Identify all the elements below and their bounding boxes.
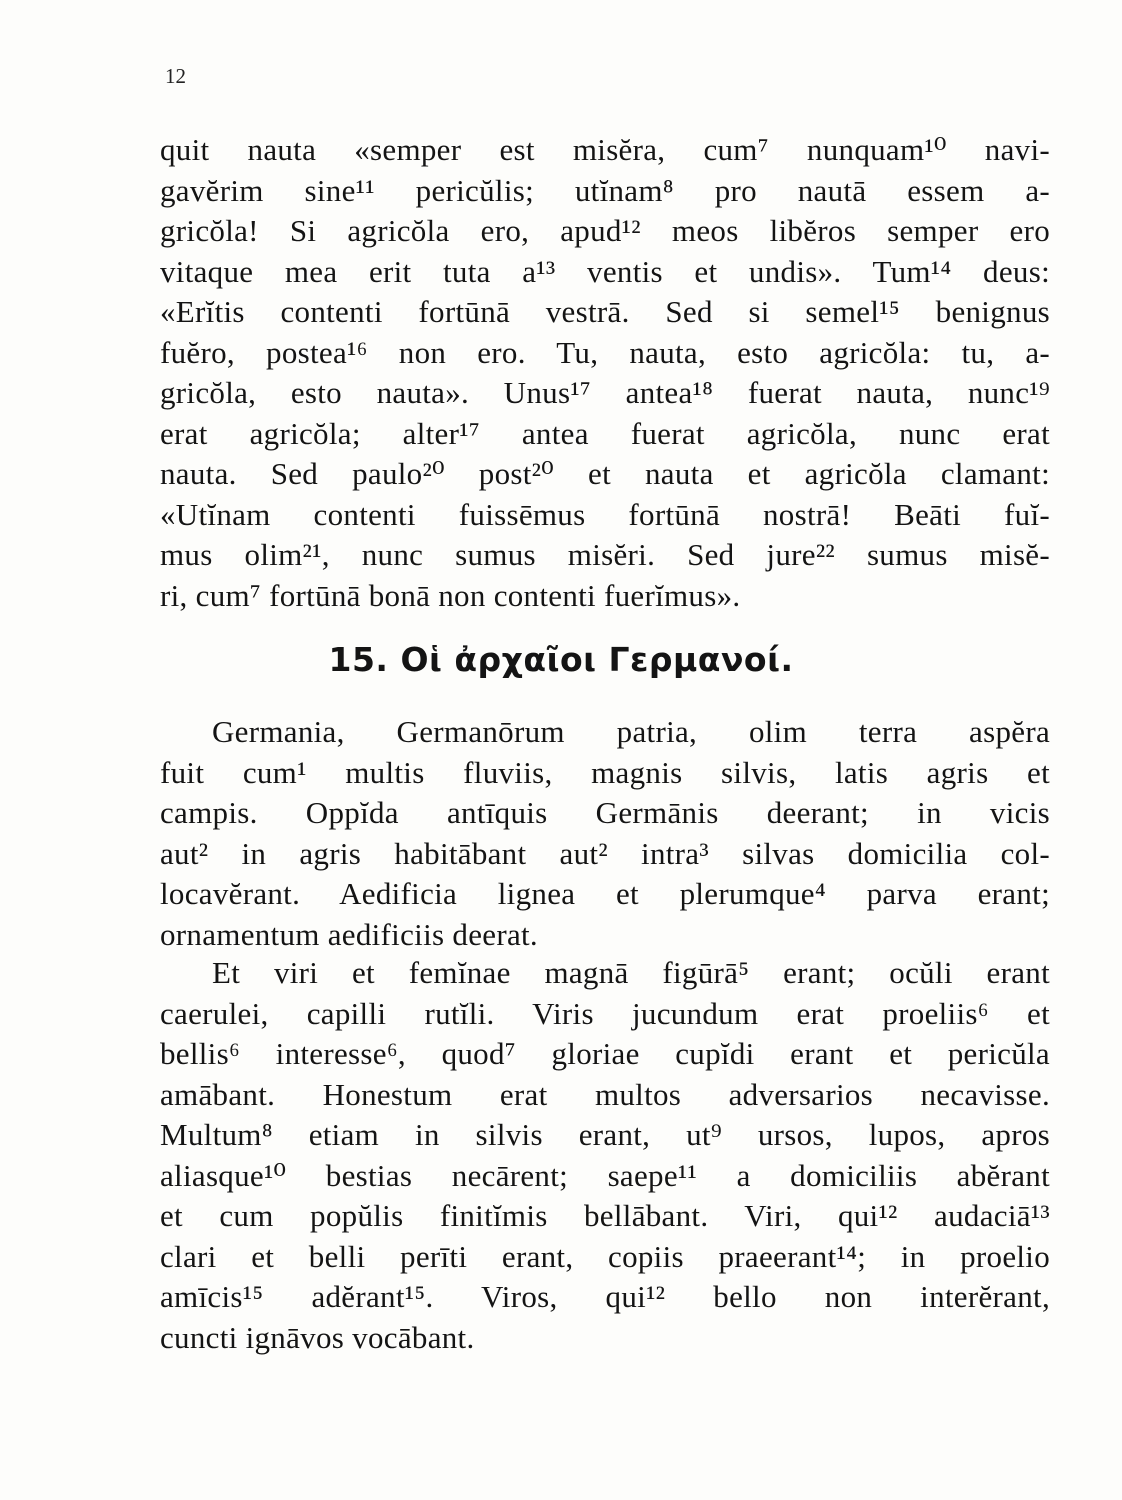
text-line: quit nauta «semper est misĕra, cum⁷ nunquam¹⁰ navi-: [160, 132, 1050, 167]
text-line: Multum⁸ etiam in silvis erant, ut⁹ ursos, lupos, apros: [160, 1117, 1050, 1152]
text-line: gavĕrim sine¹¹ pericŭlis; utĭnam⁸ pro nautā essem a-: [160, 172, 1050, 208]
text-line: cuncti ignāvos vocābant.: [160, 1319, 475, 1355]
text-line: Germania, Germanōrum patria, olim terra aspĕra: [212, 714, 1050, 749]
text-line: Et viri et femĭnae magnā figūrā⁵ erant; ocŭli erant: [212, 955, 1050, 990]
text-line: gricŏla! Si agricŏla ero, apud¹² meos libĕros semper ero: [160, 213, 1050, 248]
text-line: «Utĭnam contenti fuissēmus fortūnā nostrā! Beāti fuĭ-: [160, 496, 1050, 532]
text-line: «Erĭtis contenti fortūnā vestrā. Sed si semel¹⁵ benignus: [160, 294, 1050, 329]
text-line: amābant. Honestum erat multos adversarios necavisse.: [160, 1076, 1050, 1112]
text-line: fuit cum¹ multis fluviis, magnis silvis, latis agris et: [160, 754, 1050, 790]
page-number: 12: [165, 64, 186, 88]
text-line: bellis⁶ interesse⁶, quod⁷ gloriae cupĭdi erant et pericŭla: [160, 1036, 1050, 1071]
text-line: aliasque¹⁰ bestias necārent; saepe¹¹ a domiciliis abĕrant: [160, 1157, 1050, 1193]
text-line: nauta. Sed paulo²⁰ post²⁰ et nauta et agricŏla clamant:: [160, 456, 1050, 491]
paragraph: [160, 712, 1050, 955]
text-line: fuĕro, postea¹⁶ non ero. Tu, nauta, esto agricŏla: tu, a-: [160, 334, 1050, 370]
text-line: mus olim²¹, nunc sumus misĕri. Sed jure²² sumus misĕ-: [160, 537, 1050, 572]
paragraph: [160, 953, 1050, 1358]
text-line: ornamentum aedificiis deerat.: [160, 916, 538, 952]
text-line: amīcis¹⁵ adĕrant¹⁵. Viros, qui¹² bello non interĕrant,: [160, 1279, 1050, 1314]
text-line: erat agricŏla; alter¹⁷ antea fuerat agricŏla, nunc erat: [160, 415, 1050, 451]
text-line: et cum popŭlis finitĭmis bellābant. Viri, qui¹² audaciā¹³: [160, 1198, 1050, 1233]
text-line: locavĕrant. Aedificia lignea et plerumque⁴ parva erant;: [160, 876, 1050, 911]
text-line: clari et belli perīti erant, copiis praeerant¹⁴; in proelio: [160, 1238, 1050, 1274]
text-line: aut² in agris habitābant aut² intra³ silvas domicilia col-: [160, 835, 1050, 871]
text-line: vitaque mea erit tuta a¹³ ventis et undis». Tum¹⁴ deus:: [160, 253, 1050, 289]
section-heading: 15. Οἱ ἀρχαῖοι Γερμανοί.: [328, 640, 794, 679]
text-line: campis. Oppĭda antīquis Germānis deerant; in vicis: [160, 795, 1050, 830]
paragraph-continued: [160, 130, 1050, 616]
text-line: gricŏla, esto nauta». Unus¹⁷ antea¹⁸ fuerat nauta, nunc¹⁹: [160, 375, 1050, 410]
text-line: ri, cum⁷ fortūnā bonā non contenti fuerĭmus».: [160, 577, 741, 613]
text-line: caerulei, capilli rutĭli. Viris jucundum erat proeliis⁶ et: [160, 995, 1050, 1031]
